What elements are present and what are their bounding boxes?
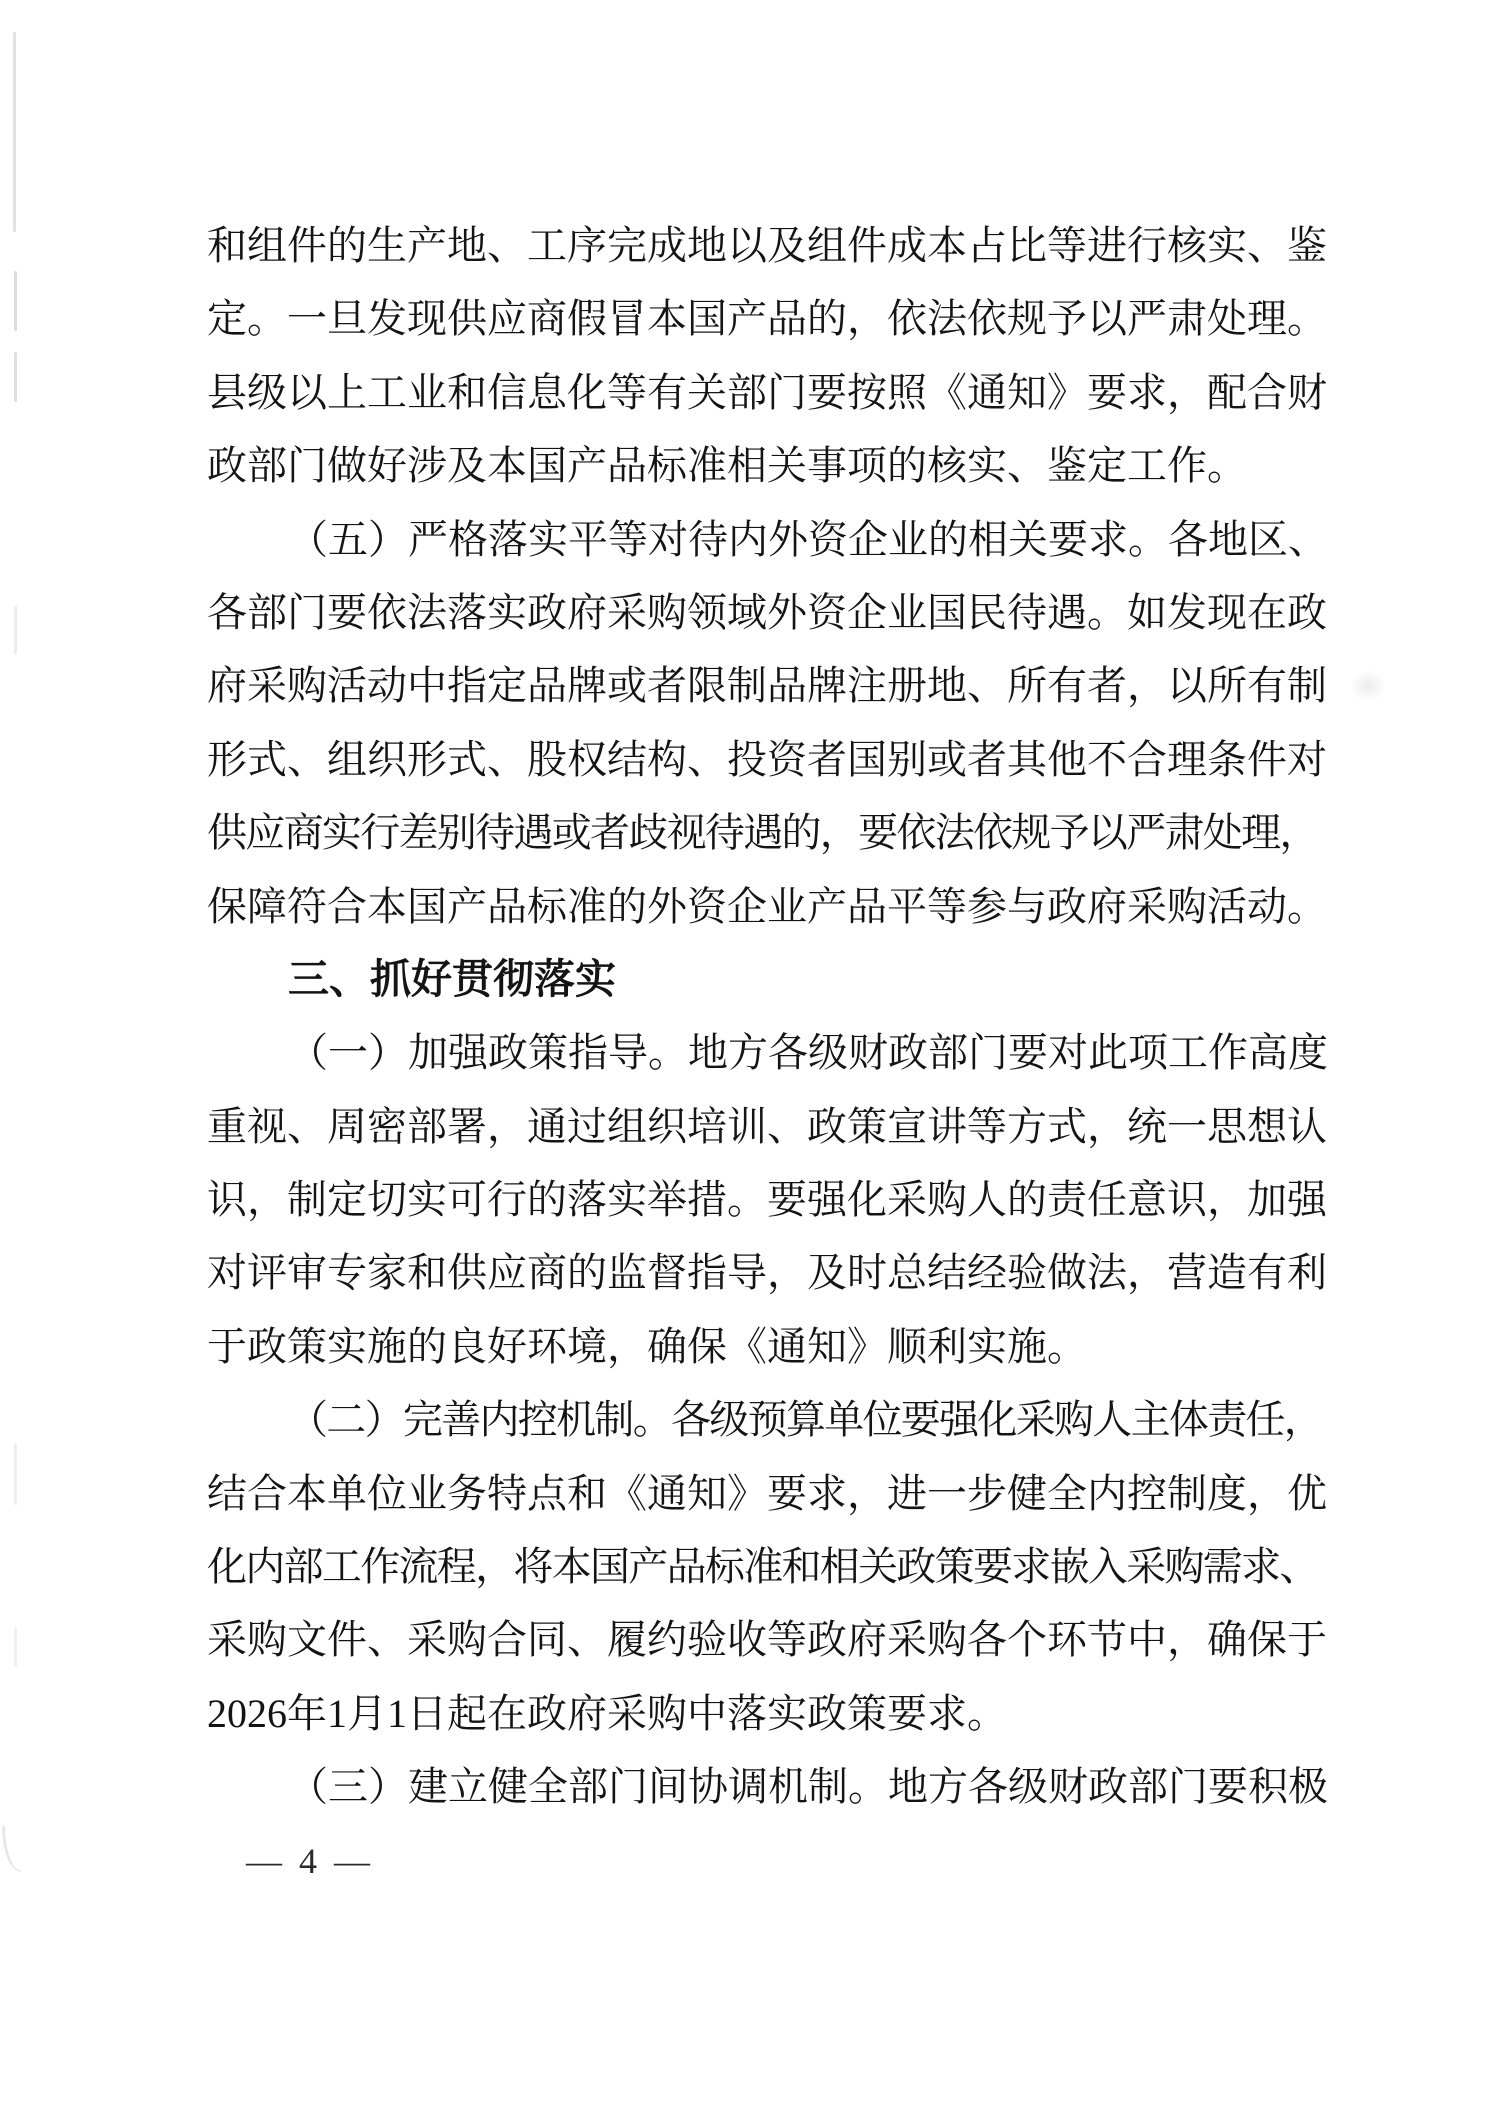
text-block (207, 209, 1335, 1824)
scan-artifact-left-line (14, 606, 17, 654)
text-line: 化内部工作流程，将本国产品标准和相关政策要求嵌入采购需求、 (207, 1544, 1318, 1590)
text-line: 形式、组织形式、股权结构、投资者国别或者其他不合理条件对 (207, 736, 1327, 782)
text-line: （三）建立健全部门间协调机制。地方各级财政部门要积极 (288, 1764, 1328, 1810)
text-line: （一）加强政策指导。地方各级财政部门要对此项工作高度 (288, 1030, 1328, 1076)
text-line: 定。一旦发现供应商假冒本国产品的，依法依规予以严肃处理。 (207, 296, 1327, 342)
text-line: 保障符合本国产品标准的外资企业产品平等参与政府采购活动。 (207, 883, 1327, 929)
scan-artifact-left-line (14, 271, 17, 331)
text-line: 识，制定切实可行的落实举措。要强化采购人的责任意识，加强 (207, 1177, 1327, 1223)
scan-artifact-smudge (1350, 670, 1386, 702)
text-line: 采购文件、采购合同、履约验收等政府采购各个环节中，确保于 (207, 1617, 1327, 1663)
text-line: 府采购活动中指定品牌或者限制品牌注册地、所有者，以所有制 (207, 663, 1327, 709)
scan-artifact-left-line (14, 352, 17, 402)
text-line: 县级以上工业和信息化等有关部门要按照《通知》要求，配合财 (207, 369, 1327, 415)
scan-artifact-left-line (14, 1627, 17, 1667)
text-line: 供应商实行差别待遇或者歧视待遇的，要依法依规予以严肃处理， (207, 810, 1318, 856)
scan-artifact-left-line (14, 1443, 17, 1505)
page-number: — 4 — (246, 1841, 371, 1881)
text-line: 政部门做好涉及本国产品标准相关事项的核实、鉴定工作。 (207, 443, 1247, 489)
text-line: 于政策实施的良好环境，确保《通知》顺利实施。 (207, 1323, 1087, 1369)
text-line: 对评审专家和供应商的监督指导，及时总结经验做法，营造有利 (207, 1250, 1327, 1296)
scan-artifact-left-line (13, 32, 16, 232)
text-line: 2026年1月1日起在政府采购中落实政策要求。 (207, 1690, 1007, 1736)
text-line: 各部门要依法落实政府采购领域外资企业国民待遇。如发现在政 (207, 589, 1327, 635)
text-line: 重视、周密部署，通过组织培训、政策宣讲等方式，统一思想认 (207, 1103, 1327, 1149)
text-line: 结合本单位业务特点和《通知》要求，进一步健全内控制度，优 (207, 1470, 1327, 1516)
text-line: 和组件的生产地、工序完成地以及组件成本占比等进行核实、鉴 (207, 223, 1327, 268)
text-line: （二）完善内控机制。各级预算单位要强化采购人主体责任， (288, 1397, 1323, 1443)
scan-artifact-corner-curve (2, 1826, 21, 1872)
text-line: （五）严格落实平等对待内外资企业的相关要求。各地区、 (288, 516, 1328, 562)
section-heading: 三、抓好贯彻落实 (288, 955, 616, 1002)
